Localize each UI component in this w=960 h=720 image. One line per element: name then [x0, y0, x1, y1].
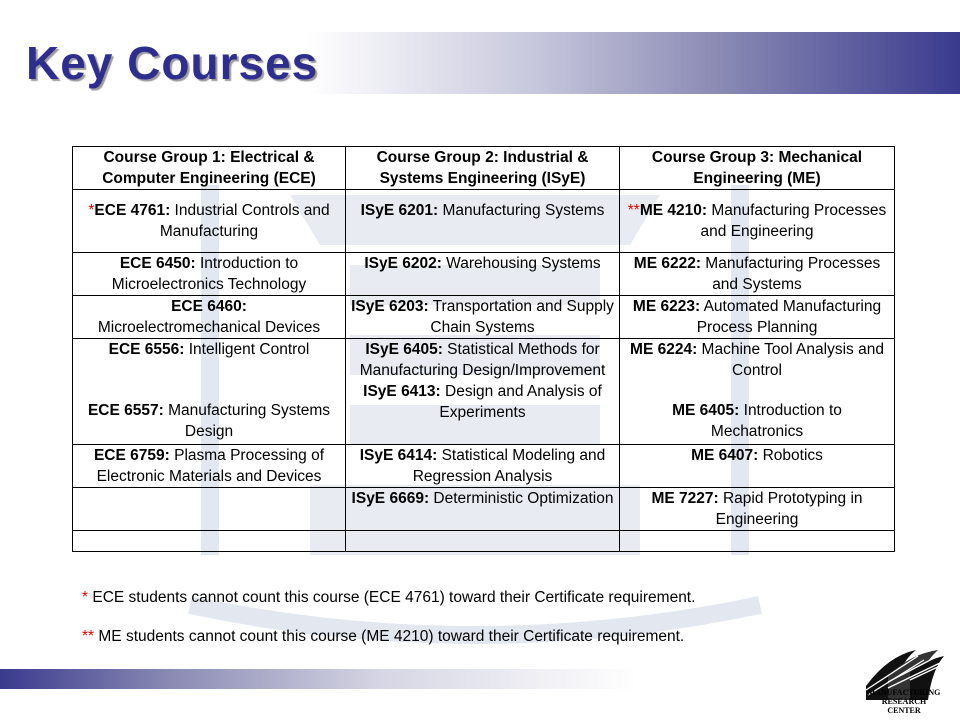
table-row [73, 531, 895, 552]
table-row [73, 339, 895, 445]
footnote-text: ECE students cannot count this course (ECE 4761) toward their Certificate requirement. [88, 589, 696, 606]
course-code: ISyE 6413: [363, 383, 441, 400]
table-cell [73, 445, 346, 488]
course-name: Manufacturing Processes and Engineering [700, 202, 887, 240]
table-cell [346, 488, 620, 531]
table-cell [73, 253, 346, 296]
course-name: Statistical Modeling and Regression Analysis [412, 447, 606, 485]
course-code: ME 6405: [672, 402, 740, 419]
header-group-1: Course Group 1: Electrical & Computer Engineering (ECE) [73, 147, 346, 190]
course-code: ISyE 6669: [351, 490, 430, 507]
table-row [73, 253, 895, 296]
table-cell [620, 531, 895, 552]
footnote-mark: * [88, 202, 95, 219]
logo-text-line: RESEARCH [881, 697, 927, 706]
course-name: Transportation and Supply Chain Systems [428, 298, 614, 336]
footnote-2 [82, 628, 684, 646]
course-name: Plasma Processing of Electronic Materials and Devices [96, 447, 325, 485]
course-name: Robotics [758, 447, 823, 464]
course-code: ME 6224: [630, 341, 698, 358]
table-row [73, 296, 895, 339]
course-name: Intelligent Control [184, 341, 310, 358]
course-name: Manufacturing Processes and Systems [701, 255, 881, 293]
table-cell [620, 296, 895, 339]
course-name: Introduction to Mechatronics [710, 402, 842, 440]
course-name: Manufacturing Systems [438, 202, 605, 219]
course-code: ECE 6557: [87, 402, 164, 419]
page-title: Key Courses [26, 37, 319, 89]
footnote-1 [82, 589, 695, 607]
table-header-row [73, 147, 895, 190]
table-row [73, 445, 895, 488]
course-name: Warehousing Systems [441, 255, 601, 272]
logo-text [858, 688, 950, 715]
course-code: ME 6407: [691, 447, 759, 464]
table-cell [73, 296, 346, 339]
course-name: Rapid Prototyping in Engineering [715, 490, 863, 528]
course-code: ISyE 6201: [360, 202, 439, 219]
course-code: ECE 6759: [93, 447, 170, 464]
course-name: Introduction to Microelectronics Technology [111, 255, 307, 293]
table-cell [73, 531, 346, 552]
course-code: ME 7227: [651, 490, 719, 507]
course-code: ISyE 6202: [364, 255, 442, 272]
course-code: ME 4210: [639, 202, 708, 219]
course-code: ISyE 6405: [365, 341, 443, 358]
course-code: ISyE 6414: [359, 447, 438, 464]
table-cell [73, 488, 346, 531]
course-name: Design and Analysis of Experiments [439, 383, 602, 421]
footnote-mark: ** [82, 628, 95, 645]
course-code: ME 6223: [632, 298, 701, 315]
logo-text-line: MANUFACTURING [867, 688, 941, 697]
table-cell [620, 190, 895, 253]
course-name: Industrial Controls and Manufacturing [159, 202, 330, 240]
table-cell [346, 253, 620, 296]
course-name: Machine Tool Analysis and Control [697, 341, 884, 379]
table-cell [73, 190, 346, 253]
table-cell [346, 339, 620, 445]
table-cell [620, 339, 895, 445]
table-cell [346, 190, 620, 253]
footnote-mark: * [82, 589, 89, 606]
course-code: ISyE 6203: [351, 298, 429, 315]
course-name: Statistical Methods for Manufacturing Design/Improvement [359, 341, 606, 379]
table-cell [620, 445, 895, 488]
header-group-2: Course Group 2: Industrial & Systems Engineering (ISyE) [346, 147, 620, 190]
table-cell [73, 339, 346, 445]
table-cell [346, 445, 620, 488]
course-code: ME 6222: [633, 255, 701, 272]
footnote-mark: ** [627, 202, 640, 219]
course-name: Microelectromechanical Devices [97, 319, 321, 336]
course-name: Manufacturing Systems Design [163, 402, 331, 440]
course-name: Automated Manufacturing Process Planning [696, 298, 882, 336]
table-cell [346, 531, 620, 552]
table-cell [620, 488, 895, 531]
header-group-3: Course Group 3: Mechanical Engineering (ME) [620, 147, 895, 190]
course-code: ECE 6450: [119, 255, 196, 272]
course-code: ECE 4761: [94, 202, 171, 219]
course-code: ECE 6460: [171, 298, 247, 315]
footnote-text: ME students cannot count this course (ME 4210) toward their Certificate requirement. [94, 628, 685, 645]
table-row [73, 190, 895, 253]
courses-table [72, 146, 895, 552]
table-cell [620, 253, 895, 296]
course-code: ECE 6556: [108, 341, 185, 358]
footer-band [0, 669, 850, 689]
table-row [73, 488, 895, 531]
course-name: Deterministic Optimization [429, 490, 614, 507]
table-cell [346, 296, 620, 339]
logo-text-line: CENTER [887, 706, 921, 715]
